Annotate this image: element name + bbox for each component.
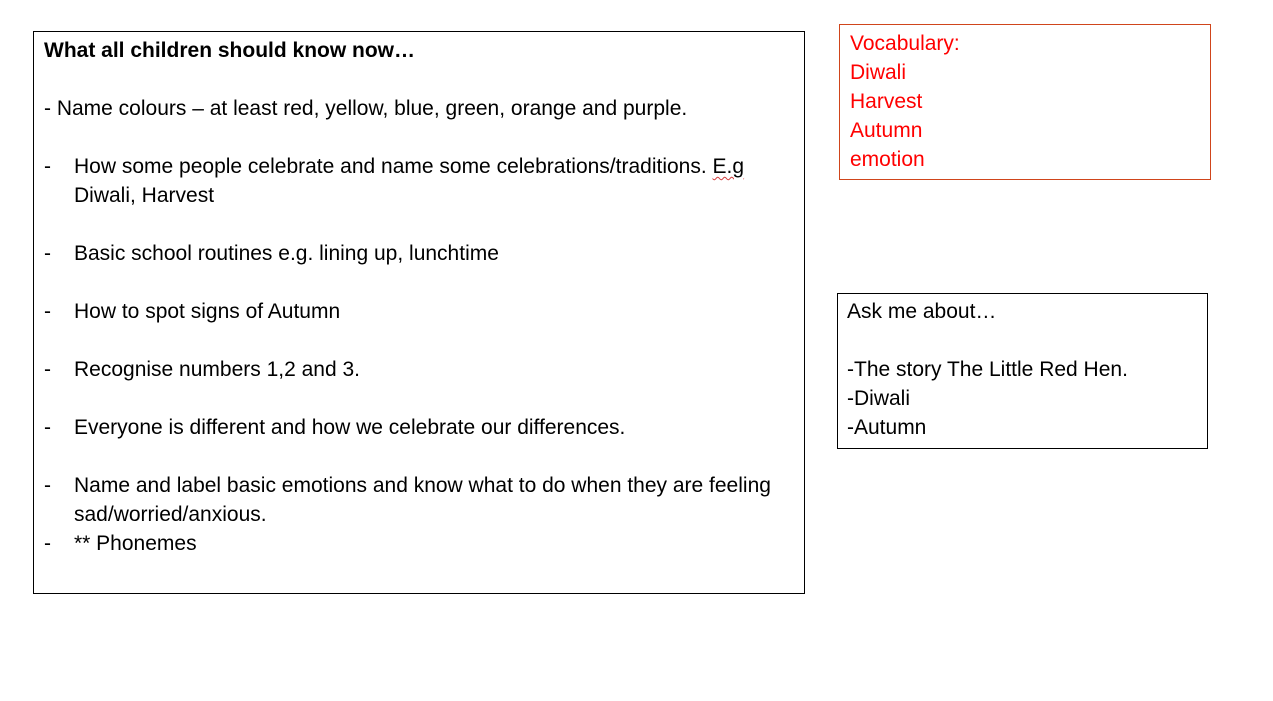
list-item-text: ** Phonemes [74, 532, 197, 555]
vocabulary-title: Vocabulary: [850, 32, 960, 55]
list-dash: - [44, 532, 51, 555]
list-item [44, 355, 794, 384]
list-item [44, 152, 794, 210]
list-item [44, 297, 794, 326]
list-dash: - [44, 474, 51, 497]
list-item-text: How to spot signs of Autumn [74, 300, 341, 323]
list-item [44, 413, 794, 442]
list-dash: - [44, 155, 51, 178]
vocabulary-word: Diwali [850, 61, 907, 84]
colours-line: - Name colours – at least red, yellow, blue, green, orange and purple. [44, 97, 688, 120]
ask-me-item: -Diwali [847, 387, 910, 410]
ask-me-item: -The story The Little Red Hen. [847, 358, 1128, 381]
ask-me-box [837, 293, 1208, 449]
ask-me-title: Ask me about… [847, 300, 997, 323]
list-item-text: Everyone is different and how we celebrate our differences. [74, 416, 626, 439]
list-item-text: How some people celebrate and name some celebrations/traditions. E.g Diwali, Harvest [74, 155, 745, 207]
list-item-text: Recognise numbers 1,2 and 3. [74, 358, 361, 381]
list-item-text: Basic school routines e.g. lining up, lunchtime [74, 242, 499, 265]
list-item [44, 471, 794, 529]
vocabulary-word: emotion [850, 148, 925, 171]
list-item [44, 239, 794, 268]
list-item-text: Name and label basic emotions and know what to do when they are feeling sad/worried/anxious. [74, 474, 771, 526]
list-dash: - [44, 242, 51, 265]
knowledge-heading: What all children should know now… [44, 39, 416, 62]
vocabulary-word: Harvest [850, 90, 923, 113]
list-item [44, 529, 794, 558]
list-dash: - [44, 416, 51, 439]
knowledge-box [33, 31, 805, 594]
ask-me-item: -Autumn [847, 416, 927, 439]
spelling-flag: E.g [712, 155, 745, 178]
list-dash: - [44, 358, 51, 381]
vocabulary-box [839, 24, 1211, 180]
list-dash: - [44, 300, 51, 323]
vocabulary-word: Autumn [850, 119, 923, 142]
